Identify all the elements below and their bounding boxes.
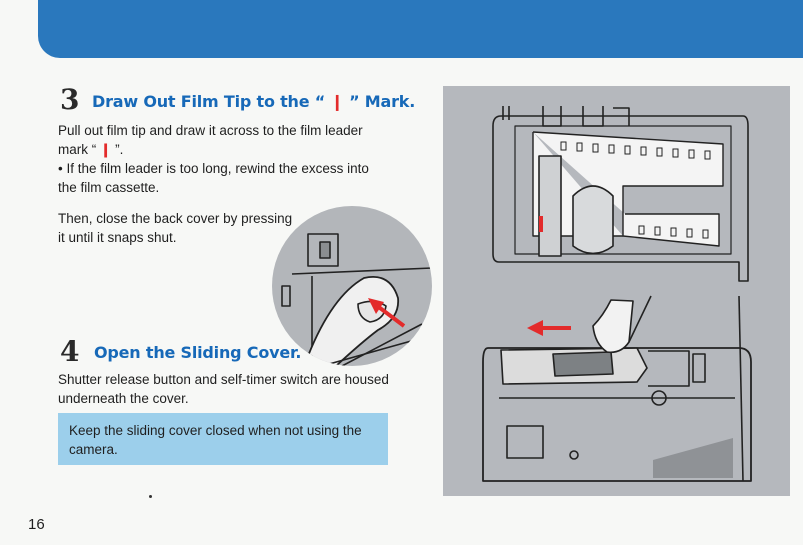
step-4-line-2: underneath the cover. <box>58 391 189 406</box>
note-line-1: Keep the sliding cover closed when not using the <box>69 423 362 438</box>
step-3-close-cover-text <box>58 209 318 247</box>
step-3-bullet-line-1: • If the film leader is too long, rewind the excess into <box>58 161 369 176</box>
header-band <box>38 0 803 58</box>
press-cover-drawing <box>272 206 432 366</box>
camera-drawing <box>443 86 790 496</box>
step-3-number: 3 <box>60 83 80 116</box>
film-mark-icon: ❙ <box>330 92 344 111</box>
step-3-title-prefix: Draw Out Film Tip to the “ <box>92 92 326 111</box>
note-box <box>58 413 388 465</box>
step-3-title <box>92 92 415 111</box>
step-3-line-2 <box>58 140 438 159</box>
decorative-dot <box>149 495 152 498</box>
page-number: 16 <box>28 516 45 533</box>
step-4-paragraph <box>58 370 418 408</box>
film-mark-icon <box>539 216 543 232</box>
film-mark-icon: ❙ <box>100 142 112 157</box>
step-4-title: Open the Sliding Cover. <box>94 343 302 362</box>
camera-illustration <box>443 86 790 496</box>
press-cover-inset <box>272 206 432 366</box>
step-4-number: 4 <box>60 335 80 368</box>
step-3-mark-close: ”. <box>115 142 124 157</box>
step-3-paragraph <box>58 121 438 197</box>
step-3-bullet-line-2: the film cassette. <box>58 180 160 195</box>
step-3-mark-open: mark “ <box>58 142 97 157</box>
step-3-title-suffix: ” Mark. <box>349 92 416 111</box>
note-line-2: camera. <box>69 442 118 457</box>
arrow-head-icon <box>527 320 543 336</box>
close-cover-line-1: Then, close the back cover by pressing <box>58 211 293 226</box>
step-4-line-1: Shutter release button and self-timer switch are housed <box>58 372 389 387</box>
step-3-line-1: Pull out film tip and draw it across to the film leader <box>58 123 363 138</box>
close-cover-line-2: it until it snaps shut. <box>58 230 177 245</box>
